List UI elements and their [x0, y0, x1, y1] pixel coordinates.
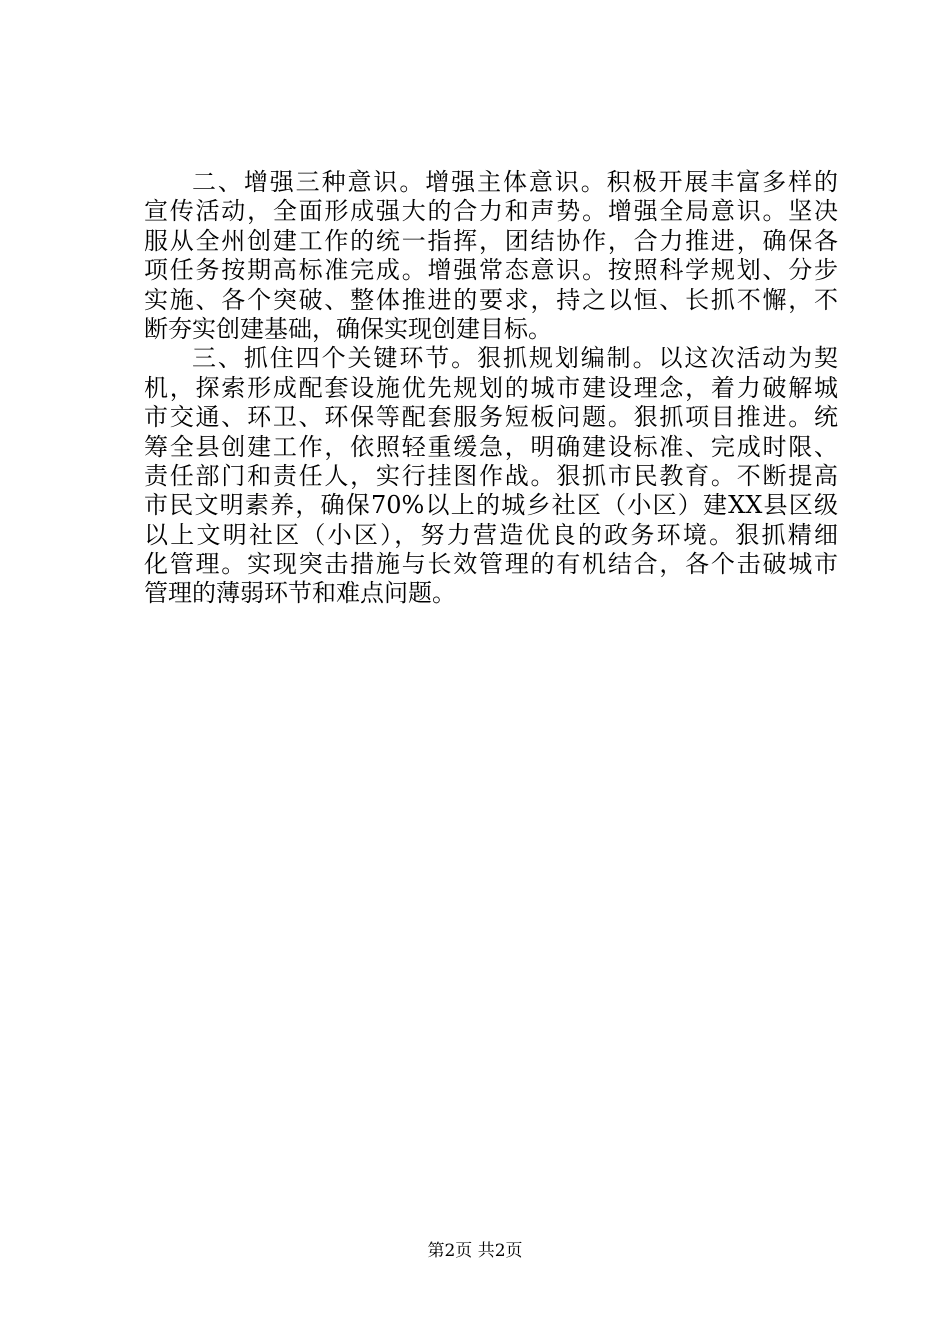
paragraph-line: 三、抓住四个关键环节。狠抓规划编制。以这次活动为契	[192, 344, 838, 373]
paragraph-line: 实施、各个突破、整体推进的要求，持之以恒、长抓不懈，不	[144, 285, 838, 314]
paragraph-2	[144, 344, 838, 609]
paragraph-line: 管理的薄弱环节和难点问题。	[144, 579, 456, 608]
paragraph-line: 以上文明社区（小区），努力营造优良的政务环境。狠抓精细	[144, 520, 838, 549]
paragraph-line: 断夯实创建基础，确保实现创建目标。	[144, 314, 552, 343]
paragraph-line: 市交通、环卫、环保等配套服务短板问题。狠抓项目推进。统	[144, 403, 838, 432]
paragraph-line: 市民文明素养，确保70%以上的城乡社区（小区）建XX县区级	[144, 491, 838, 520]
paragraph-line: 项任务按期高标准完成。增强常态意识。按照科学规划、分步	[144, 256, 838, 285]
paragraph-line: 筹全县创建工作，依照轻重缓急，明确建设标准、完成时限、	[144, 432, 838, 461]
paragraph-line: 化管理。实现突击措施与长效管理的有机结合，各个击破城市	[144, 550, 838, 579]
paragraph-line: 机，探索形成配套设施优先规划的城市建设理念，着力破解城	[144, 373, 838, 402]
paragraph-line: 宣传活动，全面形成强大的合力和声势。增强全局意识。坚决	[144, 197, 838, 226]
paragraph-line: 责任部门和责任人，实行挂图作战。狠抓市民教育。不断提高	[144, 461, 838, 490]
paragraph-line: 服从全州创建工作的统一指挥，团结协作，合力推进，确保各	[144, 226, 838, 255]
paragraph-line: 二、增强三种意识。增强主体意识。积极开展丰富多样的	[192, 168, 838, 196]
paragraph-1	[144, 168, 838, 344]
document-body	[144, 168, 838, 609]
page-number-footer: 第2页 共2页	[427, 1241, 523, 1261]
